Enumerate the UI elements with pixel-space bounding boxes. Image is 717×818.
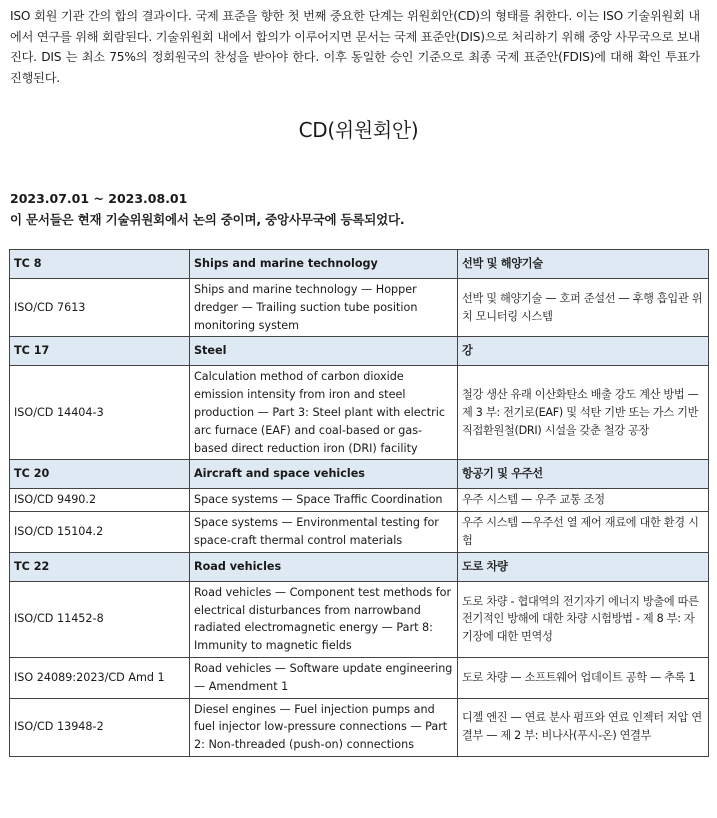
- date-range: 2023.07.01 ~ 2023.08.01: [10, 191, 188, 206]
- document-title-kr: 선박 및 해양기술 — 호퍼 준설선 — 후행 흡입관 위치 모니터링 시스템: [458, 279, 709, 337]
- document-title-en: Diesel engines — Fuel injection pumps and fuel injector low-pressure connections — Part 2: Non-threaded (push-on) connections: [190, 698, 458, 756]
- committee-title-en: Aircraft and space vehicles: [190, 460, 458, 489]
- document-title-kr: 도로 차량 - 협대역의 전기자기 에너지 방출에 따른 전기적인 방해에 대한 차량 시험방법 - 제 8 부: 자기장에 대한 면역성: [458, 581, 709, 657]
- document-title-kr: 철강 생산 유래 이산화탄소 배출 강도 계산 방법 — 제 3 부: 전기로(EAF) 및 석탄 기반 또는 가스 기반 직접환원철(DRI) 시설을 갖춘 철강 공장: [458, 366, 709, 460]
- committee-title-en: Steel: [190, 337, 458, 366]
- committee-title-kr: 선박 및 해양기술: [458, 250, 709, 279]
- registered-note: 이 문서들은 현재 기술위원회에서 논의 중이며, 중앙사무국에 등록되었다.: [10, 212, 405, 227]
- document-number: ISO/CD 11452-8: [10, 581, 190, 657]
- section-title: CD(위원회안): [298, 118, 419, 142]
- committee-code: TC 20: [10, 460, 190, 489]
- intro-paragraph: ISO 회원 기관 간의 합의 결과이다. 국제 표준을 향한 첫 번째 중요한 단계는 위원회안(CD)의 형태를 취한다. 이는 ISO 기술위원회 내에서 연구를 위해 회람된다. 기술위원회 내에서 합의가 이루어지면 문서는 국제 표준안(DIS)으로 처리하기 위해 중앙 사무국으로 보내진다. DIS 는 최소 75%의 정회원국의 찬성을 받아야 한다. 이후 동일한 승인 기준으로 최종 국제 표준안(FDIS)에 대해 확인 투표가 진행된다.: [10, 9, 700, 85]
- document-title-en: Space systems — Space Traffic Coordination: [190, 489, 458, 512]
- committee-header-row: [10, 460, 709, 489]
- document-title-kr: 우주 시스템 —우주선 열 제어 재료에 대한 환경 시험: [458, 512, 709, 553]
- committee-title-en: Ships and marine technology: [190, 250, 458, 279]
- document-title-en: Road vehicles — Software update engineering — Amendment 1: [190, 657, 458, 698]
- document-row: [10, 581, 709, 657]
- document-title-en: Space systems — Environmental testing for space-craft thermal control materials: [190, 512, 458, 553]
- document-title-kr: 디젤 엔진 — 연료 분사 펌프와 연료 인젝터 저압 연결부 — 제 2 부: 비나사(푸시-온) 연결부: [458, 698, 709, 756]
- committee-code: TC 8: [10, 250, 190, 279]
- document-title-en: Calculation method of carbon dioxide emission intensity from iron and steel production — Part 3: Steel plant with electric arc furnace (EAF) and coal-based or gas-based direct reduction iron (DRI) facility: [190, 366, 458, 460]
- document-number: ISO/CD 14404-3: [10, 366, 190, 460]
- document-row: [10, 698, 709, 756]
- document-title-kr: 우주 시스템 — 우주 교통 조정: [458, 489, 709, 512]
- document-row: [10, 489, 709, 512]
- committee-header-row: [10, 552, 709, 581]
- table-body: [10, 250, 709, 757]
- document-row: [10, 279, 709, 337]
- cd-documents-table: [9, 249, 709, 757]
- document-number: ISO/CD 7613: [10, 279, 190, 337]
- committee-title-kr: 강: [458, 337, 709, 366]
- committee-title-kr: 항공기 및 우주선: [458, 460, 709, 489]
- committee-code: TC 22: [10, 552, 190, 581]
- document-number: ISO/CD 9490.2: [10, 489, 190, 512]
- document-number: ISO 24089:2023/CD Amd 1: [10, 657, 190, 698]
- committee-header-row: [10, 337, 709, 366]
- document-title-en: Ships and marine technology — Hopper dredger — Trailing suction tube position monitoring system: [190, 279, 458, 337]
- committee-title-kr: 도로 차량: [458, 552, 709, 581]
- document-row: [10, 366, 709, 460]
- document-row: [10, 657, 709, 698]
- committee-header-row: [10, 250, 709, 279]
- document-number: ISO/CD 13948-2: [10, 698, 190, 756]
- committee-code: TC 17: [10, 337, 190, 366]
- document-title-kr: 도로 차량 — 소프트웨어 업데이트 공학 — 추록 1: [458, 657, 709, 698]
- document-row: [10, 512, 709, 553]
- committee-title-en: Road vehicles: [190, 552, 458, 581]
- document-number: ISO/CD 15104.2: [10, 512, 190, 553]
- document-title-en: Road vehicles — Component test methods for electrical disturbances from narrowband radiated electromagnetic energy — Part 8: Immunity to magnetic fields: [190, 581, 458, 657]
